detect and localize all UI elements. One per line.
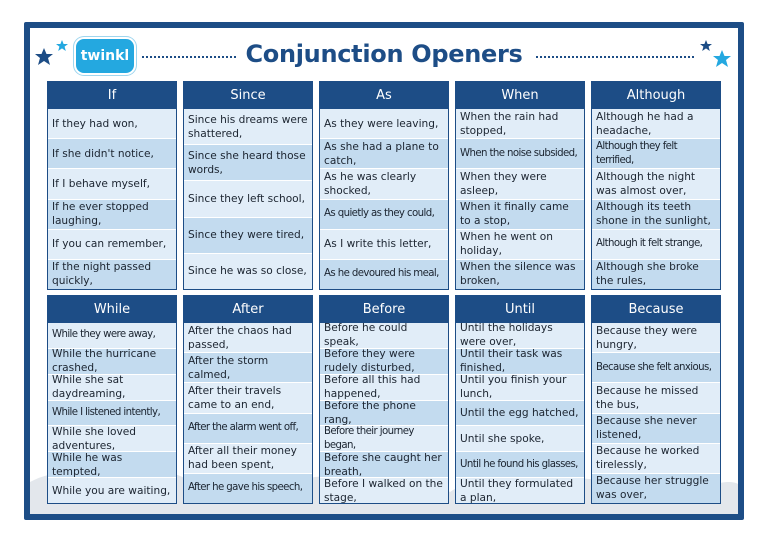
list-item: Before I walked on the stage,: [320, 478, 448, 503]
list-item: While you are waiting,: [48, 478, 176, 503]
list-item: When they were asleep,: [456, 169, 584, 199]
column-heading: Until: [456, 296, 584, 323]
dotted-divider-right: [536, 56, 694, 58]
list-item: If I behave myself,: [48, 169, 176, 199]
list-item: Since she heard those words,: [184, 145, 312, 181]
column-heading: As: [320, 82, 448, 109]
page-title: Conjunction Openers: [245, 40, 523, 68]
column-items: [592, 109, 720, 289]
column-items: [456, 109, 584, 289]
list-item: While they were away,: [48, 323, 176, 349]
poster-inner: [30, 28, 738, 514]
list-item: Although he had a headache,: [592, 109, 720, 139]
list-item: As I write this letter,: [320, 230, 448, 260]
list-item: Because they were hungry,: [592, 323, 720, 353]
column-since: [183, 81, 313, 290]
list-item: Because he missed the bus,: [592, 383, 720, 413]
column-items: [48, 109, 176, 289]
list-item: While the hurricane crashed,: [48, 349, 176, 375]
list-item: Until she spoke,: [456, 426, 584, 452]
list-item: Until he found his glasses,: [456, 452, 584, 478]
column-items: [184, 109, 312, 289]
header: [30, 28, 738, 82]
column-because: [591, 295, 721, 504]
list-item: When it finally came to a stop,: [456, 200, 584, 230]
column-heading: If: [48, 82, 176, 109]
list-item: As he devoured his meal,: [320, 260, 448, 289]
list-item: Although she broke the rules,: [592, 260, 720, 289]
column-heading: Since: [184, 82, 312, 109]
list-item: Before they were rudely disturbed,: [320, 349, 448, 375]
list-item: If they had won,: [48, 109, 176, 139]
list-item: Since they were tired,: [184, 218, 312, 254]
column-items: [320, 323, 448, 503]
list-item: Because she felt anxious,: [592, 353, 720, 383]
list-item: As quietly as they could,: [320, 200, 448, 230]
list-item: Because she never listened,: [592, 414, 720, 444]
list-item: Before he could speak,: [320, 323, 448, 349]
column-heading: While: [48, 296, 176, 323]
list-item: Until the egg hatched,: [456, 401, 584, 427]
list-item: Although it felt strange,: [592, 230, 720, 260]
list-item: After all their money had been spent,: [184, 444, 312, 474]
list-item: Until the holidays were over,: [456, 323, 584, 349]
list-item: Before their journey began,: [320, 426, 448, 452]
column-after: [183, 295, 313, 504]
column-as: [319, 81, 449, 290]
list-item: As they were leaving,: [320, 109, 448, 139]
column-heading: Because: [592, 296, 720, 323]
column-items: [320, 109, 448, 289]
list-item: Since he was so close,: [184, 254, 312, 289]
list-item: Until you finish your lunch,: [456, 375, 584, 401]
list-item: Until their task was finished,: [456, 349, 584, 375]
stars-right-icon: [694, 38, 734, 74]
column-heading: When: [456, 82, 584, 109]
list-item: After the alarm went off,: [184, 414, 312, 444]
list-item: If he ever stopped laughing,: [48, 200, 176, 230]
list-item: When the noise subsided,: [456, 139, 584, 169]
list-item: If the night passed quickly,: [48, 260, 176, 289]
poster-frame: [24, 22, 744, 520]
list-item: When he went on holiday,: [456, 230, 584, 260]
list-item: While she sat daydreaming,: [48, 375, 176, 401]
column-items: [456, 323, 584, 503]
list-item: As he was clearly shocked,: [320, 169, 448, 199]
list-item: Before the phone rang,: [320, 401, 448, 427]
column-heading: Although: [592, 82, 720, 109]
list-item: If you can remember,: [48, 230, 176, 260]
column-heading: Before: [320, 296, 448, 323]
list-item: Although they felt terrified,: [592, 139, 720, 169]
list-item: As she had a plane to catch,: [320, 139, 448, 169]
column-although: [591, 81, 721, 290]
column-items: [592, 323, 720, 503]
list-item: Since they left school,: [184, 181, 312, 217]
column-items: [184, 323, 312, 503]
list-item: Until they formulated a plan,: [456, 478, 584, 503]
list-item: While he was tempted,: [48, 452, 176, 478]
column-items: [48, 323, 176, 503]
list-item: Because her struggle was over,: [592, 474, 720, 503]
twinkl-logo: twinkl: [76, 39, 134, 73]
column-until: [455, 295, 585, 504]
column-when: [455, 81, 585, 290]
list-item: Although the night was almost over,: [592, 169, 720, 199]
column-while: [47, 295, 177, 504]
list-item: After the storm calmed,: [184, 353, 312, 383]
list-item: Because he worked tirelessly,: [592, 444, 720, 474]
list-item: When the silence was broken,: [456, 260, 584, 289]
list-item: After he gave his speech,: [184, 474, 312, 503]
list-item: Before all this had happened,: [320, 375, 448, 401]
list-item: When the rain had stopped,: [456, 109, 584, 139]
list-item: While I listened intently,: [48, 401, 176, 427]
list-item: While she loved adventures,: [48, 426, 176, 452]
list-item: If she didn't notice,: [48, 139, 176, 169]
list-item: Before she caught her breath,: [320, 452, 448, 478]
column-if: [47, 81, 177, 290]
list-item: After their travels came to an end,: [184, 383, 312, 413]
list-item: Although its teeth shone in the sunlight,: [592, 200, 720, 230]
list-item: After the chaos had passed,: [184, 323, 312, 353]
column-before: [319, 295, 449, 504]
list-item: Since his dreams were shattered,: [184, 109, 312, 145]
column-heading: After: [184, 296, 312, 323]
